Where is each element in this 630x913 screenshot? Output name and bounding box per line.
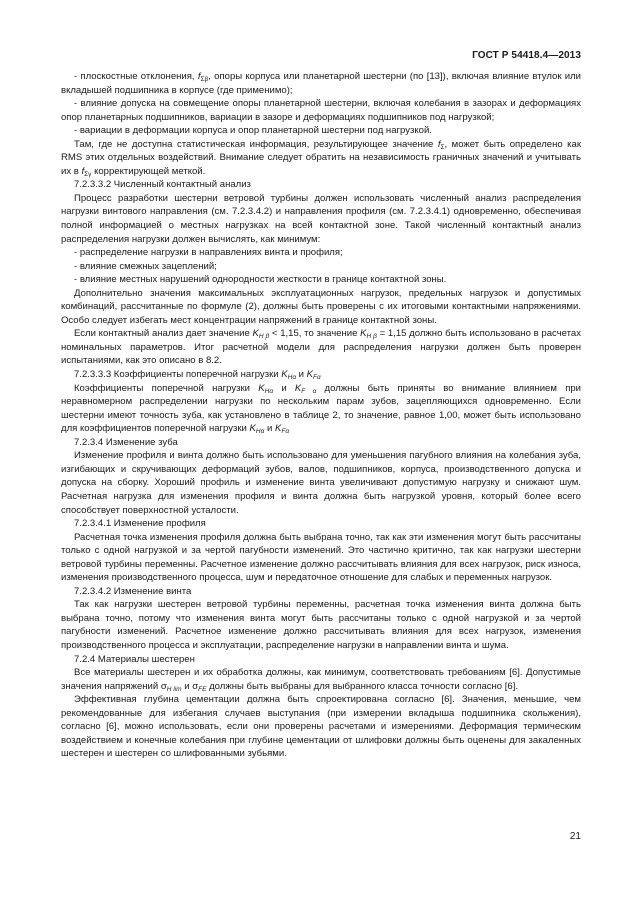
subscript: Hα [255, 428, 265, 436]
page-number: 21 [569, 831, 581, 842]
section-heading [61, 436, 581, 450]
text-run: и σ [181, 680, 199, 692]
text-run: 7.2.3.4.1 Изменение профиля [74, 518, 206, 530]
text-run: Процесс разработки шестерни ветровой турбины должен использовать численный анализ распределения нагрузки винтового направления (см. 7.2.3.4.2) и направления профиля (см. 7.2.3.4.1) одновременно, обеспечивая полной информацией о местных нагрузках на всей контактной зоне. Такой численный контактный анализ распределения нагрузки должен вычислять, как минимум: [61, 192, 581, 245]
math-symbol: K [249, 423, 256, 435]
text-run: 7.2.3.3.2 Численный контактный анализ [74, 179, 251, 191]
text-run: 7.2.4 Материалы шестерен [74, 653, 195, 665]
paragraph [61, 124, 581, 138]
math-symbol: f [81, 165, 85, 177]
text-run: и [273, 382, 295, 394]
text-run: Так как нагрузки шестерен ветровой турбины переменны, расчетная точка изменения винта должна быть выбрана точно, потому что изменения винта могут быть рассчитаны только с одной нагрузкой и за чертой пагубности изменений. Расчетное изменение должно рассчитывать влияния для всех нагрузок, изменения производственного процесса и эксплуатации, распределение нагрузки в направлении винта и шума. [61, 599, 581, 651]
subscript: FE [198, 685, 207, 693]
subscript: F α [301, 387, 317, 395]
math-symbol: K [306, 369, 314, 381]
math-symbol: K [274, 423, 282, 435]
text-run: - влияние смежных зацеплений; [74, 260, 217, 272]
paragraph [61, 70, 581, 97]
subscript: H β [366, 333, 377, 341]
math-symbol: f [197, 71, 201, 82]
document-body [61, 70, 581, 761]
text-run: = 1,15 должно быть использовано в расчетах номинальных параметров. Итог расчетной модели для распределения нагрузки должен быть проверен испытаниями, как это описано в 8.2. [61, 328, 582, 367]
subscript: Fα [281, 428, 290, 436]
text-run: - влияние допуска на совмещение опоры планетарной шестерни, включая колебания в зазорах и деформациях опор планетарных подшипников, вариации в зазоре и деформациях подшипников под нагрузкой; [61, 98, 581, 123]
list-item [61, 246, 581, 260]
standard-header: ГОСТ Р 54418.4—2013 [472, 50, 581, 61]
subscript: Fα [313, 374, 321, 382]
text-run: - влияние местных нарушений однородности жесткости в границе контактной зоны. [74, 274, 447, 286]
subscript: Σ [440, 143, 445, 151]
text-run: - вариации в деформации корпуса и опор планетарной шестерни под нагрузкой. [74, 125, 432, 137]
subscript: Hα [287, 374, 297, 382]
paragraph [61, 138, 581, 179]
paragraph [61, 449, 581, 517]
text-run: , опоры корпуса или планетарной шестерни (по [13]), включая влияние втулок или вкладышей подшипника в корпусе (где применимо); [61, 71, 581, 96]
text-run: Если контактный анализ дает значение [74, 328, 253, 340]
section-heading [61, 368, 581, 382]
text-run: Дополнительно значения максимальных эксплуатационных нагрузок, предельных нагрузок и допустимых комбинаций, рассчитанные по формуле (2), должны быть проверены с их итоговыми контактными напряжениями. Особо следует избегать мест концентрации напряжений в границе контактной зоны. [61, 287, 581, 326]
math-symbol: K [281, 369, 288, 381]
text-run: Коэффициенты поперечной нагрузки [74, 382, 259, 394]
subscript: Σγ [84, 170, 92, 178]
text-run: Эффективная глубина цементации должна быть спроектирована согласно [6]. Значения, меньшие, чем рекомендованные для избегания случаев выступания (при измерении вкладыша подшипника скольжения), согласно [6], можно использовать, если они проверены расчетами и измерениями. Деформация термическим воздействием и конечные колебания при глубине цементации от шлифовки должны быть оценены для закаленных шестерен и шестерен со шлифованными зубьями. [61, 694, 581, 760]
subscript: Hα [264, 387, 274, 395]
paragraph [61, 327, 581, 368]
math-symbol: K [360, 328, 367, 340]
text-run: должны быть выбраны для выбранного класса точности согласно [6]. [206, 680, 519, 692]
text-run: Все материалы шестерен и их обработка должны, как минимум, соответствовать требованиям [6]. Допустимые значения напряжений σ [61, 667, 581, 692]
paragraph [61, 598, 581, 652]
paragraph [61, 97, 581, 124]
text-run: Изменение профиля и винта должно быть использовано для уменьшения пагубного влияния на колебания зуба, изгибающих и скручивающих деформаций зубов, валов, подшипников, корпуса, производственного допуска и допуска на сборку. Хороший профиль и изменение винта увеличивают допустимую нагрузку и снижают шум. Расчетная нагрузка для изменения профиля и винта должна быть нагрузкой уровня, который более всего способствует поверхностной усталости. [61, 450, 581, 516]
text-run: Там, где не доступна статистическая информация, результирующее значение [74, 138, 438, 150]
list-item [61, 260, 581, 274]
text-run: - плоскостные отклонения, [74, 71, 198, 82]
section-heading [61, 653, 581, 667]
text-run: и [296, 369, 307, 381]
paragraph [61, 693, 581, 761]
paragraph [61, 382, 581, 436]
subscript: Σβ [200, 76, 209, 83]
text-run: 7.2.3.4.2 Изменение винта [74, 585, 192, 597]
paragraph [61, 192, 581, 246]
subscript: H lim [166, 685, 182, 693]
list-item [61, 273, 581, 287]
section-heading [61, 585, 581, 599]
math-symbol: K [252, 328, 259, 340]
text-run: 7.2.3.4 Изменение зуба [74, 436, 178, 448]
section-heading [61, 517, 581, 531]
subscript: H β [258, 333, 270, 341]
text-run: - распределение нагрузки в направлениях винта и профиля; [74, 247, 343, 259]
math-symbol: K [258, 382, 265, 394]
text-run: < 1,15, то значение [269, 328, 361, 340]
paragraph [61, 531, 581, 585]
math-symbol: K [294, 382, 302, 394]
math-symbol: f [437, 138, 441, 150]
text-run: , может быть определено как RMS этих отдельных воздействий. Внимание следует обратить на независимость граничных значений и учитывать их в [61, 138, 581, 177]
text-run: корректирующей меткой. [91, 165, 206, 177]
text-run: Расчетная точка изменения профиля должна быть выбрана точно, так как эти изменения могут быть рассчитаны только с одной нагрузкой и за чертой пагубности изменений. Это частично критично, так как нагрузки шестерни ветровой турбины переменны. Расчетное изменение должно рассчитывать влияния для всех нагрузок, риск износа, изменения производственного процесса, шум и передаточное отношение для слабых и переменных нагрузок. [61, 531, 581, 584]
text-run: и [264, 423, 275, 435]
paragraph [61, 287, 581, 328]
paragraph [61, 666, 581, 693]
text-run: должны быть приняты во внимание влиянием при неравномерном распределении нагрузки по нескольким парам зубов, зацепляющихся одновременно. Если шестерни имеют точность зуба, как установлено в таблице 2, то значение, равное 1,00, может быть использовано для коэффициентов поперечной нагрузки [61, 382, 582, 435]
text-run: 7.2.3.3.3 Коэффициенты поперечной нагрузки [74, 369, 282, 381]
section-heading [61, 178, 581, 192]
